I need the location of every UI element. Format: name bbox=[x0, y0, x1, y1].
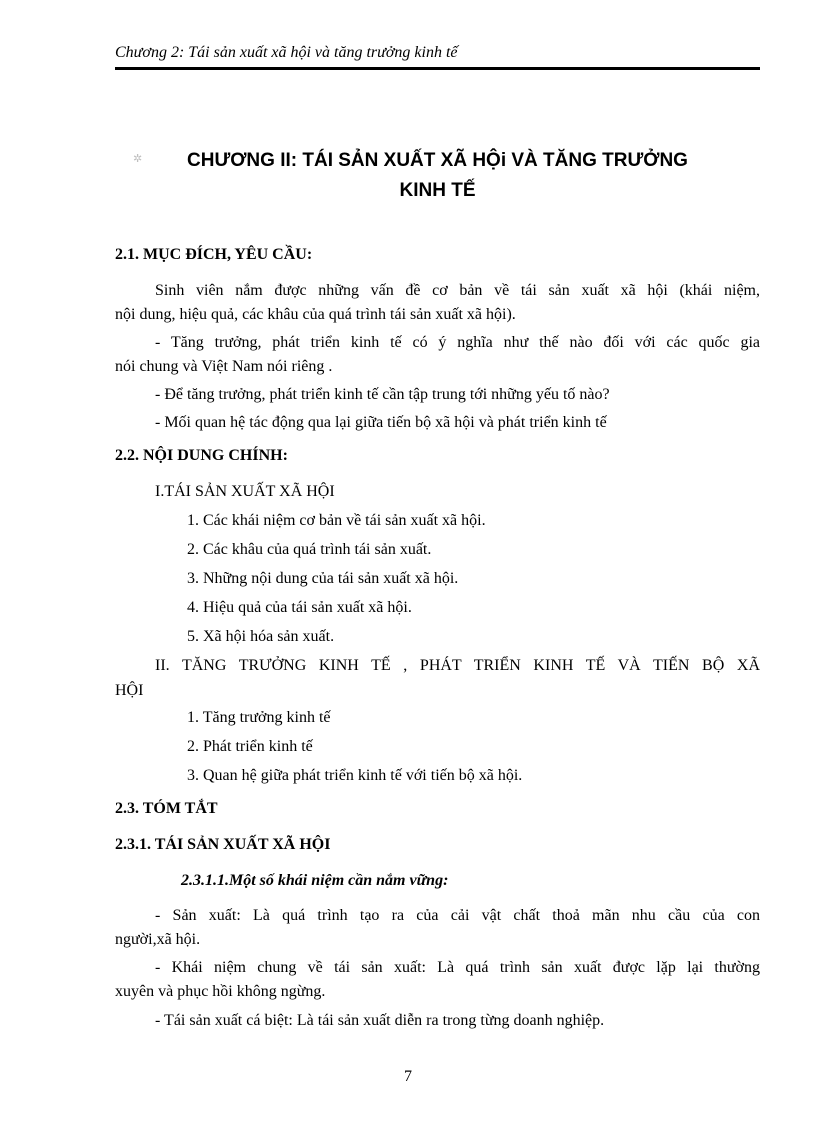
chapter-bullet-icon: ✲ bbox=[133, 152, 143, 165]
chapter-title-line-1: CHƯƠNG II: TÁI SẢN XUẤT XÃ HỘi VÀ TĂNG TRƯỞNG bbox=[187, 150, 688, 171]
page-number: 7 bbox=[404, 1068, 412, 1085]
list-item: 5. Xã hội hóa sản xuất. bbox=[187, 628, 335, 645]
paragraph-line: - Sản xuất: Là quá trình tạo ra của cải vật chất thoả mãn nhu cầu của con bbox=[155, 907, 760, 924]
section-2-1-heading: 2.1. MỤC ĐÍCH, YÊU CẦU: bbox=[115, 246, 313, 263]
paragraph-line: - Tăng trưởng, phát triển kinh tế có ý nghĩa như thế nào đối với các quốc gia bbox=[155, 334, 760, 351]
paragraph-line: nội dung, hiệu quả, các khâu của quá trình tái sản xuất xã hội). bbox=[115, 306, 516, 323]
paragraph-line: người,xã hội. bbox=[115, 931, 201, 948]
chapter-title-line-2: KINH TẾ bbox=[399, 180, 476, 201]
running-header: Chương 2: Tái sản xuất xã hội và tăng trưởng kinh tế bbox=[115, 44, 458, 61]
section-2-3-heading: 2.3. TÓM TẮT bbox=[115, 800, 218, 817]
paragraph-line: nói chung và Việt Nam nói riêng . bbox=[115, 358, 333, 375]
paragraph-line: - Để tăng trưởng, phát triển kinh tế cần tập trung tới những yếu tố nào? bbox=[155, 386, 610, 403]
header-rule bbox=[115, 67, 760, 70]
part-2-title-line-1: II. TĂNG TRƯỞNG KINH TẾ , PHÁT TRIỂN KINH TẾ VÀ TIẾN BỘ XÃ bbox=[155, 657, 760, 674]
section-2-3-1-1-heading: 2.3.1.1.Một số khái niệm cần nắm vững: bbox=[181, 872, 449, 889]
list-item: 2. Phát triển kinh tế bbox=[187, 738, 313, 755]
list-item: 3. Quan hệ giữa phát triển kinh tế với tiến bộ xã hội. bbox=[187, 767, 523, 784]
paragraph-line: - Khái niệm chung về tái sản xuất: Là quá trình sản xuất được lặp lại thường bbox=[155, 959, 760, 976]
list-item: 1. Các khái niệm cơ bản về tái sản xuất xã hội. bbox=[187, 512, 486, 529]
paragraph-line: - Mối quan hệ tác động qua lại giữa tiến bộ xã hội và phát triển kinh tế bbox=[155, 414, 607, 431]
paragraph-line: xuyên và phục hồi không ngừng. bbox=[115, 983, 326, 1000]
paragraph-line: - Tái sản xuất cá biệt: Là tái sản xuất diễn ra trong từng doanh nghiệp. bbox=[155, 1012, 605, 1029]
list-item: 2. Các khâu của quá trình tái sản xuất. bbox=[187, 541, 432, 558]
list-item: 3. Những nội dung của tái sản xuất xã hội. bbox=[187, 570, 459, 587]
paragraph-line: Sinh viên nắm được những vấn đề cơ bản về tái sản xuất xã hội (khái niệm, bbox=[155, 282, 760, 299]
section-2-3-1-heading: 2.3.1. TÁI SẢN XUẤT XÃ HỘI bbox=[115, 836, 331, 853]
chapter-title bbox=[115, 146, 760, 206]
part-2-title-line-2: HỘI bbox=[115, 682, 144, 699]
section-2-2-heading: 2.2. NỘI DUNG CHÍNH: bbox=[115, 447, 288, 464]
part-1-title: I.TÁI SẢN XUẤT XÃ HỘI bbox=[155, 483, 335, 500]
list-item: 4. Hiệu quả của tái sản xuất xã hội. bbox=[187, 599, 412, 616]
list-item: 1. Tăng trưởng kinh tế bbox=[187, 709, 331, 726]
